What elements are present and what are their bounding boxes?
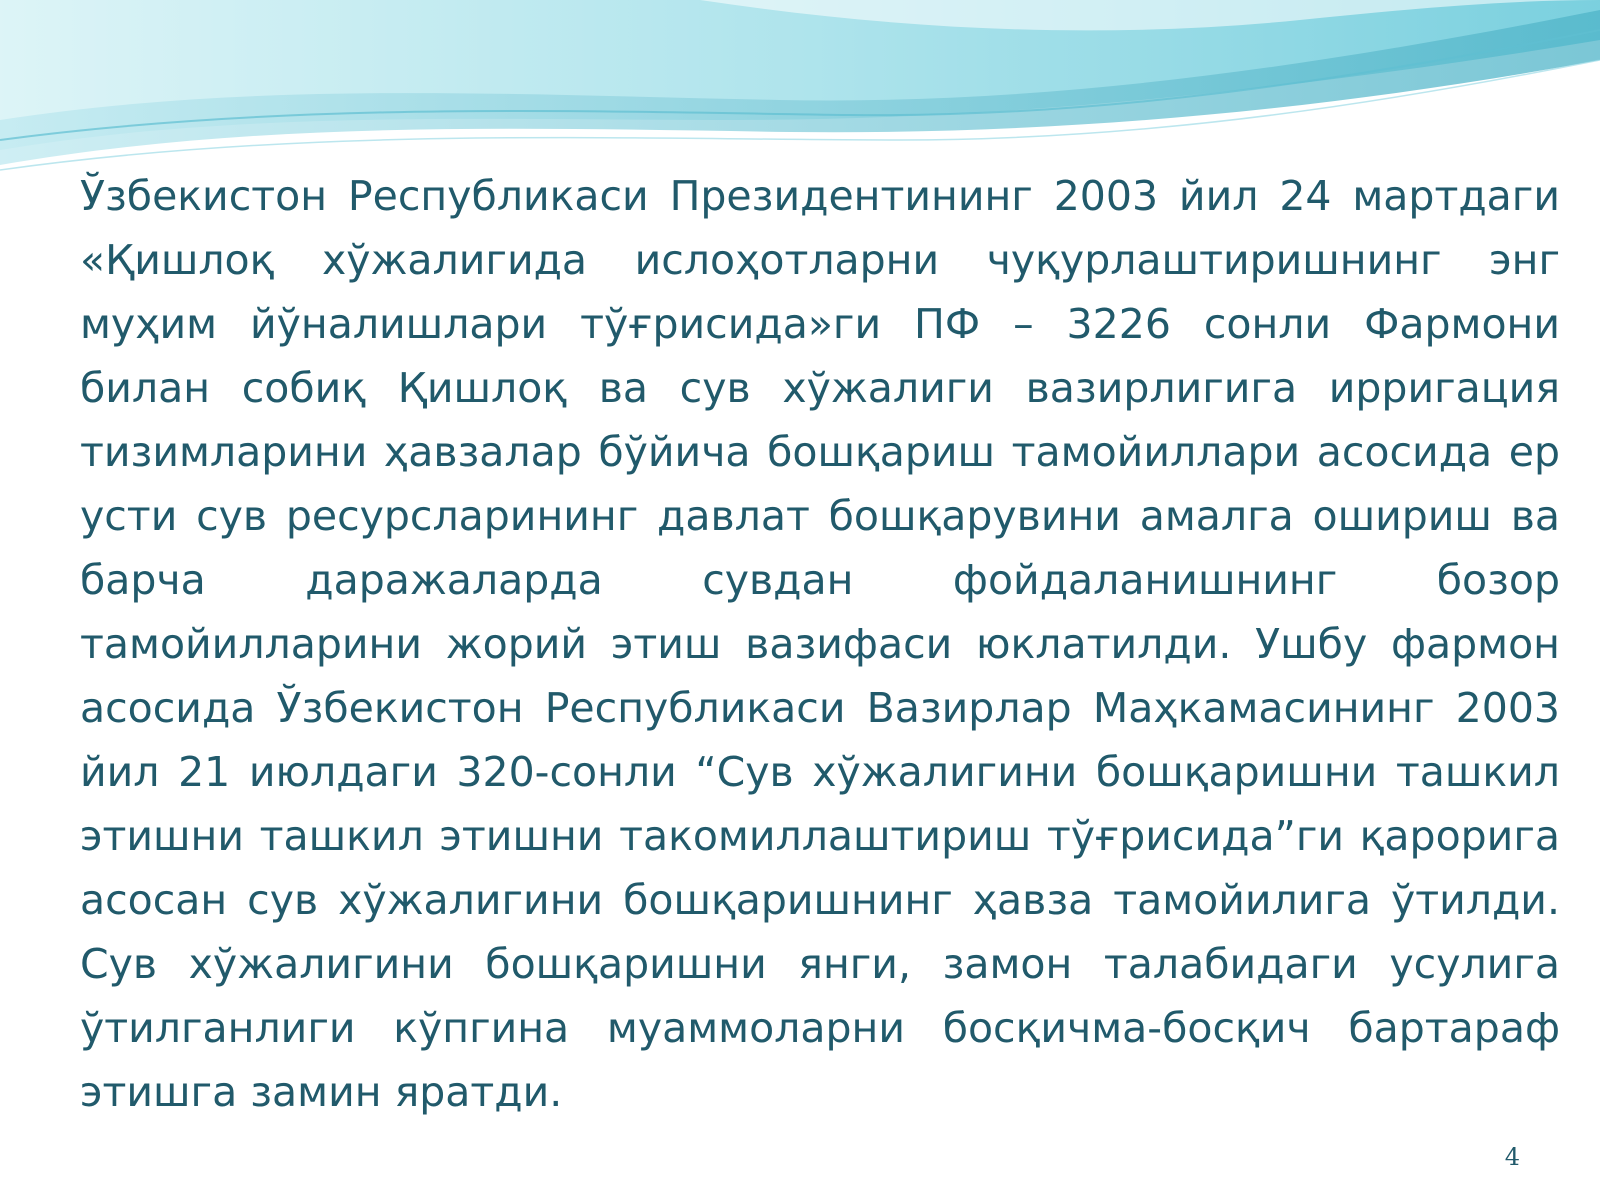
page-number: 4 <box>1504 1143 1520 1171</box>
body-paragraph: Ўзбекистон Республикаси Президентининг 2003 йил 24 мартдаги «Қишлоқ хўжалигида ислоҳотларни чуқурлаштиришнинг энг муҳим йўналишлари тўғрисида»ги ПФ – 3226 сонли Фармони билан собиқ Қишлоқ ва сув хўжалиги вазирлигига ирригация тизимларини ҳавзалар бўйича бошқариш тамойиллари асосида ер усти сув ресурсларининг давлат бошқарувини амалга ошириш ва барча даражаларда сувдан фойдаланишнинг бозор тамойилларини жорий этиш вазифаси юклатилди. Ушбу фармон асосида Ўзбекистон Республикаси Вазирлар Маҳкамасининг 2003 йил 21 июлдаги 320-сонли “Сув хўжалигини бошқаришни ташкил этишни ташкил этишни такомиллаштириш тўғрисида”ги қарорига асосан сув хўжалигини бошқаришнинг ҳавза тамойилига ўтилди. Сув хўжалигини бошқаришни янги, замон талабидаги усулига ўтилганлиги кўпгина муаммоларни босқичма-босқич бартараф этишга замин яратди. <box>80 172 1560 1116</box>
